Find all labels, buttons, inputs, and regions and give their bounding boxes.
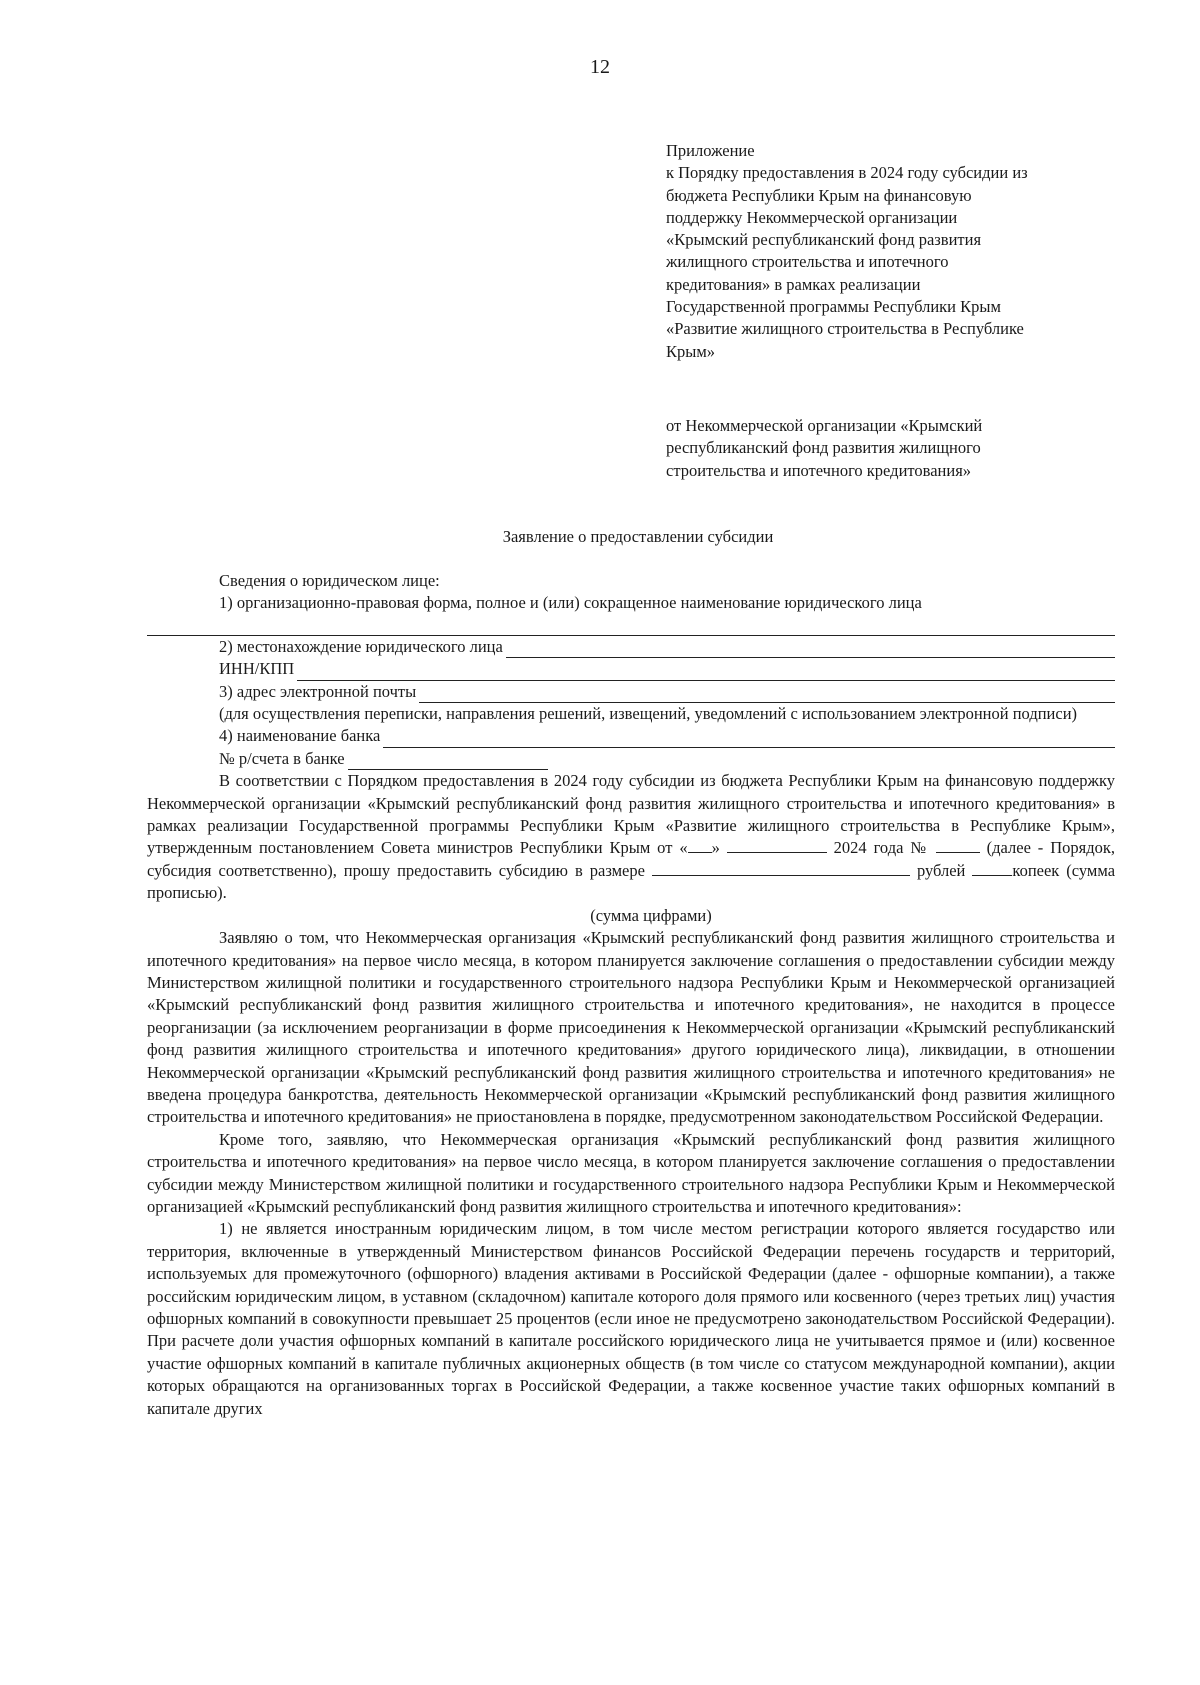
day-blank	[688, 838, 712, 853]
from-line: республиканский фонд развития жилищного	[666, 438, 981, 458]
request-text-a: В соответствии с Порядком предоставления в 2024 году субсидии из бюджета Республики Крым на финансовую поддержку Некоммерческой организации «Крымский республиканский фонд развития жилищного строительства и ипотечного кредитования» в рамках реализации Государственной программы Республики Крым «Развитие жилищного строительства в Республике Крым», утвержденным постановлением Совета министров Республики Крым от «	[147, 771, 1115, 858]
from-line: от Некоммерческой организации «Крымский	[666, 416, 983, 435]
email-line	[419, 687, 1115, 703]
form-account	[147, 748, 1115, 770]
request-text-b: »	[711, 838, 720, 858]
appendix-line: кредитования» в рамках реализации	[666, 274, 921, 294]
request-text-f: копеек (сумма прописью).	[147, 860, 1116, 903]
request-text-d: (далее - Порядок, субсидия соответственно), прошу предоставить субсидию в размере	[147, 838, 1115, 880]
appendix-line: «Крымский республиканский фонд развития	[666, 230, 982, 250]
form-item-1: 1) организационно-правовая форма, полное и (или) сокращенное наименование юридического лица	[219, 593, 922, 613]
form-heading: Сведения о юридическом лице:	[219, 571, 440, 590]
account-label: № р/счета в банке	[219, 748, 345, 768]
amount-blank	[652, 861, 910, 876]
document-title: Заявление о предоставлении субсидии	[502, 527, 774, 546]
document-body	[147, 570, 1115, 1420]
email-note: (для осуществления переписки, направления решений, извещений, уведомлений с использованием электронной подписи)	[219, 704, 1078, 724]
email-label: 3) адрес электронной почты	[219, 681, 417, 701]
request-text-c: 2024 года №	[833, 838, 929, 858]
condition-item-1: 1) не является иностранным юридическим лицом, в том числе местом регистрации которого является государство или территория, включенные в утвержденный Министерством финансов Российской Федерации перечень государств и территорий, используемых для промежуточного (офшорного) владения активами в Российской Федерации (далее - офшорные компании), а также российским юридическим лицом, в уставном (складочном) капитале которого доля прямого или косвенного (через третьих лиц) участия офшорных компаний в совокупности превышает 25 процентов (если иное не предусмотрено законодательством Российской Федерации). При расчете доли участия офшорных компаний в капитале российского юридического лица не учитывается прямое и (или) косвенное участие офшорных компаний в капитале публичных акционерных обществ (в том числе со статусом международной компании), акции которых обращаются на организованных торгах в Российской Федерации, а также косвенное участие таких офшорных компаний в капитале других	[147, 1219, 1115, 1418]
appendix-line: к Порядку предоставления в 2024 году субсидии из	[666, 163, 1028, 183]
month-blank	[727, 838, 827, 853]
appendix-line: Приложение	[666, 141, 755, 160]
form-item-4	[147, 725, 1115, 747]
request-text-e: рублей	[916, 860, 966, 880]
form-item-3	[147, 681, 1115, 703]
location-label: 2) местонахождение юридического лица	[219, 636, 503, 656]
location-line	[506, 642, 1115, 658]
from-line: строительства и ипотечного кредитования»	[666, 460, 972, 480]
bank-line	[383, 732, 1115, 748]
form-item-2	[147, 636, 1115, 658]
page-number: 12	[590, 56, 610, 78]
appendix-line: Государственной программы Республики Крым	[666, 297, 1001, 317]
declaration-paragraph: Заявляю о том, что Некоммерческая организация «Крымский республиканский фонд развития жилищного строительства и ипотечного кредитования» на первое число месяца, в котором планируется заключение соглашения о предоставлении субсидии между Министерством жилищной политики и государственного строительного надзора Республики Крым и Некоммерческой организацией «Крымский республиканский фонд развития жилищного строительства и ипотечного кредитования», не находится в процессе реорганизации (за исключением реорганизации в форме присоединения к Некоммерческой организации «Крымский республиканский фонд развития жилищного строительства и ипотечного кредитования» другого юридического лица), ликвидации, в отношении Некоммерческой организации «Крымский республиканский фонд развития жилищного строительства и ипотечного кредитования» не введена процедура банкротства, деятельность Некоммерческой организации «Крымский республиканский фонд развития жилищного строительства и ипотечного кредитования» не приостановлена в порядке, предусмотренном законодательством Российской Федерации.	[147, 928, 1115, 1127]
appendix-line: жилищного строительства и ипотечного	[666, 252, 949, 272]
additional-declaration-paragraph: Кроме того, заявляю, что Некоммерческая организация «Крымский республиканский фонд развития жилищного строительства и ипотечного кредитования» на первое число месяца, в котором планируется заключение соглашения о предоставлении субсидии между Министерством жилищной политики и государственного строительного надзора Республики Крым и Некоммерческой организацией «Крымский республиканский фонд развития жилищного строительства и ипотечного кредитования»:	[147, 1129, 1115, 1216]
request-paragraph	[147, 770, 1115, 904]
appendix-line: Крым»	[666, 341, 716, 361]
sum-note: (сумма цифрами)	[590, 905, 712, 925]
number-blank	[936, 838, 980, 853]
org-name-line	[147, 615, 1115, 636]
inn-label: ИНН/КПП	[219, 659, 295, 679]
account-line	[348, 755, 548, 770]
appendix-line: бюджета Республики Крым на финансовую	[666, 185, 972, 205]
appendix-line: «Развитие жилищного строительства в Республике	[666, 319, 1024, 339]
appendix-line: поддержку Некоммерческой организации	[666, 207, 958, 227]
inn-line	[297, 665, 1115, 681]
from-block	[666, 415, 1126, 482]
kopeck-blank	[972, 861, 1012, 876]
appendix-header	[666, 140, 1126, 363]
bank-label: 4) наименование банка	[219, 726, 381, 746]
form-inn	[147, 658, 1115, 680]
